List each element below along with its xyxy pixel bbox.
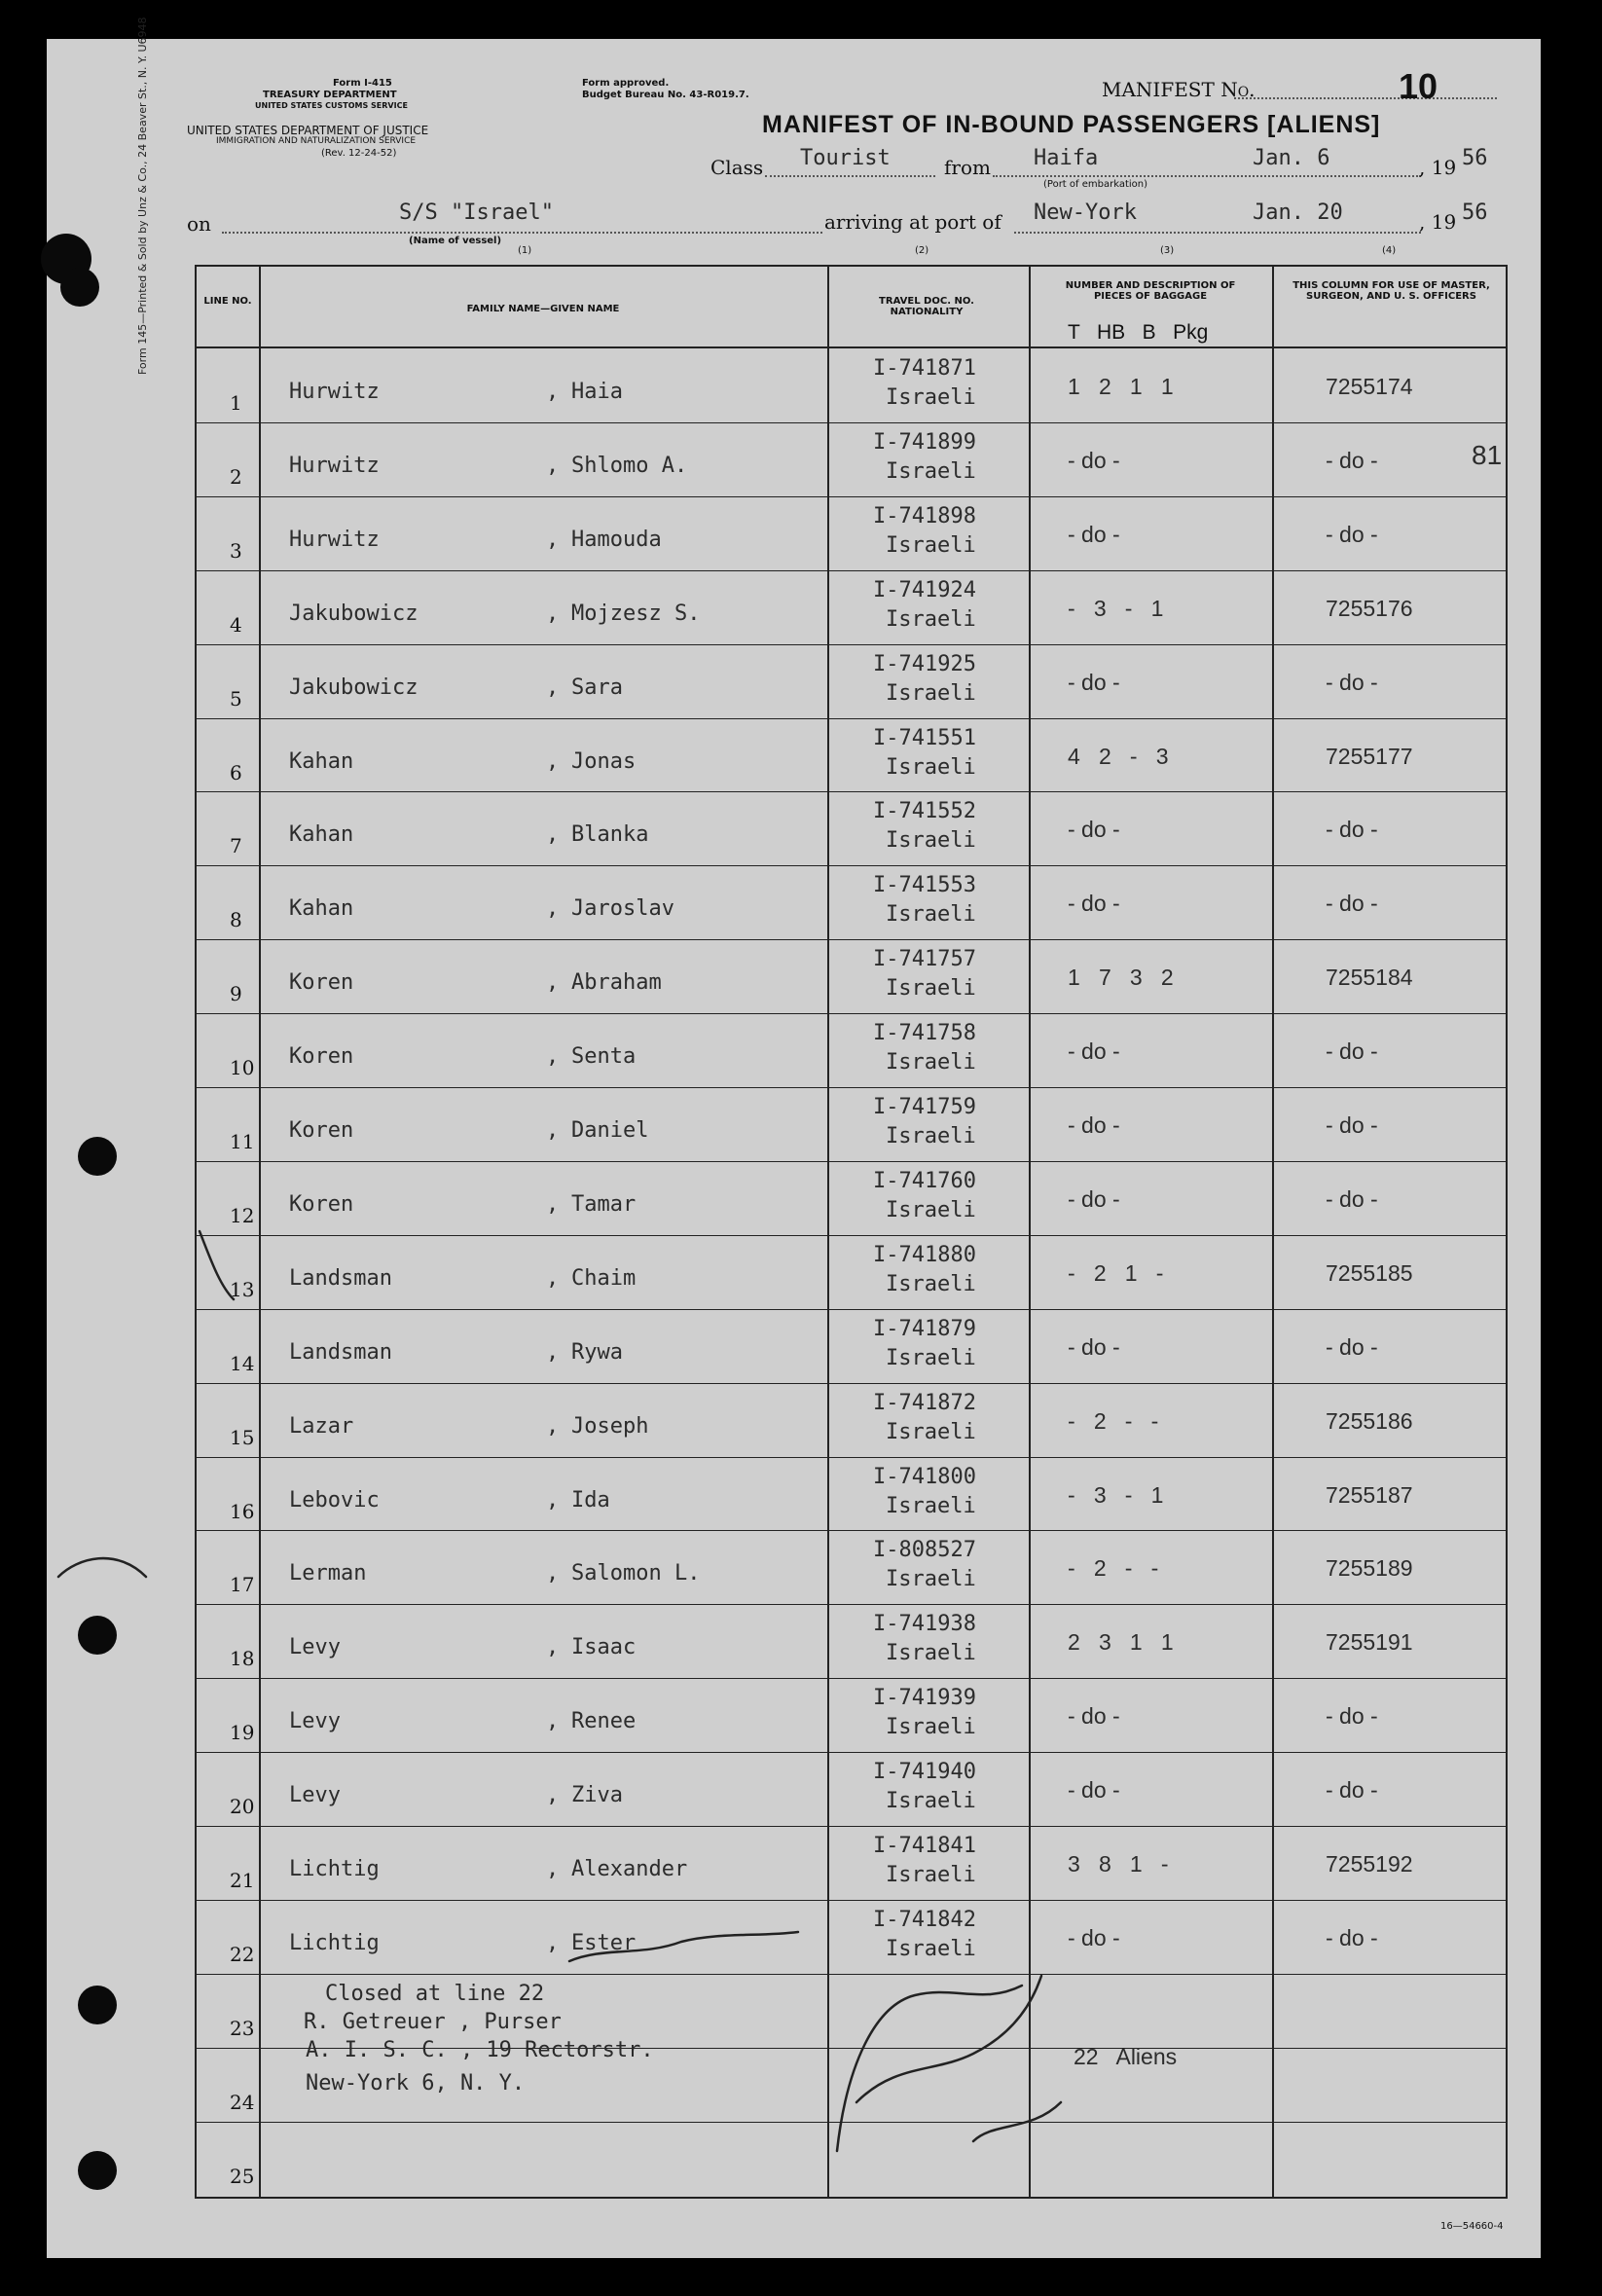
table-row — [197, 2122, 1506, 2196]
row-officer-note: - do - — [1326, 1333, 1378, 1360]
row-name-comma: , — [546, 1044, 560, 1070]
table-row — [197, 1530, 1506, 1604]
row-line-number: 25 — [230, 2164, 255, 2188]
row-name-comma: , — [546, 822, 560, 848]
manifest-no-value: 10 — [1399, 66, 1438, 106]
table-row — [197, 1013, 1506, 1087]
row-given-name: Alexander — [571, 1857, 688, 1881]
row-line-number: 14 — [230, 1351, 255, 1375]
row-divider — [197, 791, 1506, 792]
row-travel-doc: I-741760 — [873, 1168, 976, 1193]
row-name-comma: , — [546, 1930, 560, 1955]
row-nationality: Israeli — [886, 1419, 976, 1444]
row-name-comma: , — [546, 896, 560, 922]
aliens-total: 22 Aliens — [1074, 2044, 1178, 2069]
ins-service: IMMIGRATION AND NATURALIZATION SERVICE — [216, 136, 417, 146]
row-family-name: Lichtig — [289, 1930, 380, 1955]
manifest-title: MANIFEST OF IN-BOUND PASSENGERS [ALIENS] — [762, 111, 1381, 138]
row-nationality: Israeli — [886, 754, 976, 780]
row-divider — [197, 718, 1506, 719]
row-divider — [197, 1383, 1506, 1384]
row-nationality: Israeli — [886, 1197, 976, 1222]
row-line-number: 5 — [230, 686, 242, 711]
row-line-number: 6 — [230, 760, 242, 784]
row-nationality: Israeli — [886, 1936, 976, 1961]
row-nationality: Israeli — [886, 1050, 976, 1075]
row-line-number: 11 — [230, 1130, 255, 1153]
row-given-name: Haia — [571, 380, 623, 404]
row-nationality: Israeli — [886, 1863, 976, 1887]
binder-hole — [78, 1137, 117, 1176]
row-divider — [197, 1087, 1506, 1088]
row-baggage: - do - — [1068, 521, 1120, 547]
row-nationality: Israeli — [886, 1345, 976, 1370]
row-given-name: Hamouda — [571, 527, 662, 552]
row-divider — [197, 1974, 1506, 1975]
row-name-comma: , — [546, 1191, 560, 1217]
row-family-name: Lebovic — [289, 1487, 380, 1512]
row-baggage: - do - — [1068, 1039, 1120, 1065]
table-row — [197, 570, 1506, 644]
class-value: Tourist — [800, 146, 891, 170]
row-name-comma: , — [546, 748, 560, 774]
row-baggage: - do - — [1068, 891, 1120, 917]
row-travel-doc: I-741842 — [873, 1907, 976, 1932]
row-baggage: - 3 - 1 — [1068, 595, 1164, 621]
row-officer-note: 7255184 — [1326, 965, 1413, 991]
row-officer-note: - do - — [1326, 817, 1378, 843]
row-nationality: Israeli — [886, 1124, 976, 1148]
row-name-comma: , — [546, 1561, 560, 1586]
table-row — [197, 1900, 1506, 1974]
row-officer-note: 7255189 — [1326, 1555, 1413, 1582]
row-divider — [197, 1826, 1506, 1827]
row-family-name: Lazar — [289, 1413, 354, 1439]
row-travel-doc: I-741552 — [873, 799, 976, 824]
row-travel-doc: I-741758 — [873, 1021, 976, 1046]
row-travel-doc: I-741553 — [873, 873, 976, 898]
table-row — [197, 718, 1506, 792]
row-officer-note: - do - — [1326, 1703, 1378, 1730]
row-given-name: Ester — [571, 1930, 637, 1955]
row-travel-doc: I-741551 — [873, 725, 976, 750]
row-officer-note: 7255174 — [1326, 374, 1413, 399]
table-row — [197, 791, 1506, 865]
row-divider — [197, 939, 1506, 940]
row-nationality: Israeli — [886, 458, 976, 484]
row-line-number: 9 — [230, 982, 242, 1006]
row-given-name: Ziva — [571, 1783, 623, 1808]
col-header-travel: TRAVEL DOC. NO. NATIONALITY — [879, 296, 974, 317]
row-given-name: Abraham — [571, 970, 662, 996]
row-divider — [197, 1752, 1506, 1753]
row-given-name: Ida — [571, 1487, 610, 1512]
row-given-name: Chaim — [571, 1265, 637, 1291]
table-row — [197, 1087, 1506, 1161]
row-name-comma: , — [546, 970, 560, 996]
row-line-number: 10 — [230, 1056, 255, 1080]
row-line-number: 19 — [230, 1721, 255, 1745]
row-officer-note: 7255176 — [1326, 595, 1413, 621]
row-given-name: Salomon L. — [571, 1561, 701, 1586]
row-line-number: 12 — [230, 1203, 255, 1227]
row-travel-doc: I-741899 — [873, 429, 976, 455]
col-3-number: (3) — [1160, 245, 1175, 256]
row-baggage: - do - — [1068, 447, 1120, 473]
row-divider — [197, 2122, 1506, 2123]
closing-line-1: Closed at line 22 — [325, 1982, 545, 2006]
revision: (Rev. 12-24-52) — [321, 148, 397, 159]
depart-date: Jan. 6 — [1253, 146, 1330, 170]
row-baggage: - do - — [1068, 1112, 1120, 1138]
row-name-comma: , — [546, 1709, 560, 1734]
row-travel-doc: I-741939 — [873, 1686, 976, 1711]
row-baggage: - do - — [1068, 1924, 1120, 1950]
vessel-caption: (Name of vessel) — [409, 236, 502, 246]
on-label: on — [187, 212, 211, 236]
row-nationality: Israeli — [886, 680, 976, 706]
table-row — [197, 1309, 1506, 1383]
table-row — [197, 1604, 1506, 1678]
row-travel-doc: I-741880 — [873, 1242, 976, 1267]
row-baggage: - do - — [1068, 1777, 1120, 1804]
row-divider — [197, 1235, 1506, 1236]
row-travel-doc: I-741925 — [873, 651, 976, 676]
table-row — [197, 496, 1506, 570]
vessel-name: S/S "Israel" — [399, 200, 554, 225]
table-row — [197, 1678, 1506, 1752]
row-divider — [197, 1900, 1506, 1901]
row-baggage: - 2 1 - — [1068, 1259, 1164, 1286]
table-row — [197, 348, 1506, 422]
table-row — [197, 422, 1506, 496]
row-given-name: Blanka — [571, 822, 649, 848]
justice-dept: UNITED STATES DEPARTMENT OF JUSTICE — [187, 124, 429, 137]
row-divider — [197, 1530, 1506, 1531]
row-officer-note: - do - — [1326, 521, 1378, 547]
row-line-number: 24 — [230, 2090, 255, 2114]
customs-service: UNITED STATES CUSTOMS SERVICE — [255, 101, 408, 110]
row-baggage: - 2 - - — [1068, 1555, 1159, 1582]
table-row — [197, 1457, 1506, 1531]
manifest-no-dots — [1234, 97, 1497, 99]
row-family-name: Levy — [289, 1635, 341, 1660]
row-family-name: Landsman — [289, 1265, 392, 1291]
form-approved: Form approved. — [582, 78, 670, 89]
col-header-baggage-sub: T HB B Pkg — [1068, 321, 1209, 344]
col-4-number: (4) — [1382, 245, 1397, 256]
table-row — [197, 1235, 1506, 1309]
printer-side-text: Form 145—Printed & Sold by Unz & Co., 24 Beaver St., N. Y. U6948 — [136, 17, 149, 375]
class-label: Class — [710, 156, 764, 179]
col-header-line: LINE NO. — [203, 296, 252, 307]
closing-line-3: A. I. S. C. , 19 Rectorstr. — [306, 2038, 654, 2062]
row-travel-doc: I-808527 — [873, 1538, 976, 1563]
table-row — [197, 865, 1506, 939]
row-line-number: 23 — [230, 2016, 255, 2040]
row-baggage: 1 7 3 2 — [1068, 965, 1174, 991]
depart-year-prefix: , 19 — [1419, 156, 1457, 179]
row-given-name: Shlomo A. — [571, 453, 688, 478]
vessel-dots — [222, 232, 822, 234]
annotation-81: 81 — [1472, 440, 1503, 470]
row-baggage: - do - — [1068, 1185, 1120, 1212]
row-baggage: - do - — [1068, 669, 1120, 695]
row-divider — [197, 1013, 1506, 1014]
table-row — [197, 1826, 1506, 1900]
col-1-number: (1) — [518, 245, 532, 256]
row-officer-note: 7255191 — [1326, 1629, 1413, 1656]
binder-hole — [60, 268, 99, 307]
row-travel-doc: I-741841 — [873, 1834, 976, 1858]
row-nationality: Israeli — [886, 1271, 976, 1296]
treasury-dept: TREASURY DEPARTMENT — [263, 90, 397, 100]
passenger-table — [195, 265, 1508, 2199]
budget-bureau: Budget Bureau No. 43-R019.7. — [582, 90, 749, 100]
arriving-label: arriving at port of — [824, 210, 1001, 234]
row-name-comma: , — [546, 1265, 560, 1291]
row-given-name: Jonas — [571, 748, 637, 774]
row-divider — [197, 1678, 1506, 1679]
table-row — [197, 1161, 1506, 1235]
row-officer-note: - do - — [1326, 1777, 1378, 1804]
row-name-comma: , — [546, 1783, 560, 1808]
row-travel-doc: I-741871 — [873, 356, 976, 381]
row-family-name: Jakubowicz — [289, 674, 419, 700]
row-line-number: 2 — [230, 464, 242, 489]
row-officer-note: - do - — [1326, 1112, 1378, 1138]
row-given-name: Jaroslav — [571, 896, 674, 922]
row-name-comma: , — [546, 1487, 560, 1512]
from-label: from — [944, 156, 991, 179]
row-line-number: 20 — [230, 1795, 255, 1819]
row-travel-doc: I-741800 — [873, 1464, 976, 1489]
row-line-number: 22 — [230, 1942, 255, 1966]
row-line-number: 3 — [230, 538, 242, 563]
row-baggage: - 2 - - — [1068, 1407, 1159, 1434]
row-officer-note: - do - — [1326, 1185, 1378, 1212]
row-baggage: - do - — [1068, 817, 1120, 843]
row-name-comma: , — [546, 1118, 560, 1143]
row-given-name: Joseph — [571, 1413, 649, 1439]
form-number: Form I-415 — [333, 78, 392, 89]
col-header-baggage: NUMBER AND DESCRIPTION OF PIECES OF BAGGAGE — [1065, 280, 1236, 302]
row-travel-doc: I-741924 — [873, 577, 976, 602]
row-nationality: Israeli — [886, 828, 976, 854]
row-line-number: 21 — [230, 1869, 255, 1892]
row-divider — [197, 422, 1506, 423]
row-name-comma: , — [546, 674, 560, 700]
row-given-name: Daniel — [571, 1118, 649, 1143]
row-travel-doc: I-741940 — [873, 1760, 976, 1785]
row-divider — [197, 865, 1506, 866]
row-nationality: Israeli — [886, 385, 976, 410]
arrival-year-prefix: , 19 — [1419, 210, 1457, 234]
row-nationality: Israeli — [886, 1641, 976, 1666]
row-officer-note: - do - — [1326, 1039, 1378, 1065]
row-baggage: - 3 - 1 — [1068, 1481, 1164, 1508]
row-officer-note: - do - — [1326, 891, 1378, 917]
row-officer-note: - do - — [1326, 669, 1378, 695]
row-family-name: Jakubowicz — [289, 601, 419, 626]
row-travel-doc: I-741759 — [873, 1095, 976, 1119]
row-officer-note: 7255192 — [1326, 1851, 1413, 1877]
arrival-year: 56 — [1462, 200, 1488, 225]
row-divider — [197, 1457, 1506, 1458]
row-family-name: Lichtig — [289, 1857, 380, 1881]
depart-year: 56 — [1462, 146, 1488, 170]
row-officer-note: 7255185 — [1326, 1259, 1413, 1286]
row-travel-doc: I-741872 — [873, 1390, 976, 1415]
from-dots — [993, 175, 1421, 177]
binder-hole — [78, 2151, 117, 2190]
row-baggage: 2 3 1 1 — [1068, 1629, 1174, 1656]
row-baggage: 1 2 1 1 — [1068, 374, 1174, 399]
row-baggage: 3 8 1 - — [1068, 1851, 1169, 1877]
row-nationality: Israeli — [886, 1493, 976, 1518]
manifest-no-label: MANIFEST No. — [1102, 78, 1256, 101]
table-row — [197, 1752, 1506, 1826]
row-nationality: Israeli — [886, 532, 976, 558]
binder-hole — [78, 1616, 117, 1655]
row-line-number: 17 — [230, 1573, 255, 1597]
from-value: Haifa — [1034, 146, 1099, 170]
row-travel-doc: I-741938 — [873, 1612, 976, 1637]
row-travel-doc: I-741757 — [873, 947, 976, 972]
row-given-name: Tamar — [571, 1191, 637, 1217]
closing-line-2: R. Getreuer , Purser — [304, 2010, 562, 2034]
row-travel-doc: I-741898 — [873, 503, 976, 528]
row-divider — [197, 570, 1506, 571]
row-baggage: - do - — [1068, 1703, 1120, 1730]
table-row — [197, 939, 1506, 1013]
row-name-comma: , — [546, 380, 560, 404]
row-given-name: Rywa — [571, 1339, 623, 1365]
row-nationality: Israeli — [886, 1789, 976, 1814]
row-nationality: Israeli — [886, 606, 976, 632]
row-family-name: Kahan — [289, 896, 354, 922]
row-name-comma: , — [546, 527, 560, 552]
row-family-name: Koren — [289, 1118, 354, 1143]
row-family-name: Koren — [289, 1044, 354, 1070]
row-given-name: Senta — [571, 1044, 637, 1070]
row-family-name: Kahan — [289, 822, 354, 848]
col-header-officers: THIS COLUMN FOR USE OF MASTER, SURGEON, AND U. S. OFFICERS — [1293, 280, 1490, 302]
row-divider — [197, 1604, 1506, 1605]
row-divider — [197, 644, 1506, 645]
row-nationality: Israeli — [886, 1567, 976, 1592]
col-header-name: FAMILY NAME—GIVEN NAME — [466, 304, 620, 314]
row-line-number: 13 — [230, 1277, 255, 1301]
row-officer-note: 7255177 — [1326, 743, 1413, 769]
row-officer-note: - do - — [1326, 1924, 1378, 1950]
row-family-name: Hurwitz — [289, 380, 380, 404]
row-divider — [197, 496, 1506, 497]
row-family-name: Hurwitz — [289, 453, 380, 478]
row-line-number: 4 — [230, 612, 242, 637]
row-line-number: 16 — [230, 1499, 255, 1523]
row-name-comma: , — [546, 1339, 560, 1365]
row-officer-note: 7255186 — [1326, 1407, 1413, 1434]
row-given-name: Sara — [571, 674, 623, 700]
row-baggage: - do - — [1068, 1333, 1120, 1360]
row-family-name: Levy — [289, 1709, 341, 1734]
row-family-name: Lerman — [289, 1561, 367, 1586]
row-nationality: Israeli — [886, 1715, 976, 1740]
col-2-number: (2) — [915, 245, 929, 256]
row-nationality: Israeli — [886, 976, 976, 1002]
row-line-number: 7 — [230, 834, 242, 858]
row-travel-doc: I-741879 — [873, 1316, 976, 1341]
row-family-name: Kahan — [289, 748, 354, 774]
footer-code: 16—54660-4 — [1440, 2221, 1504, 2232]
row-baggage: 4 2 - 3 — [1068, 743, 1169, 769]
row-given-name: Mojzesz S. — [571, 601, 701, 626]
row-line-number: 15 — [230, 1425, 255, 1449]
row-family-name: Hurwitz — [289, 527, 380, 552]
row-name-comma: , — [546, 1413, 560, 1439]
row-family-name: Koren — [289, 1191, 354, 1217]
row-name-comma: , — [546, 601, 560, 626]
row-name-comma: , — [546, 1635, 560, 1660]
binder-hole — [78, 1986, 117, 2024]
table-row — [197, 644, 1506, 718]
arrival-date: Jan. 20 — [1253, 200, 1343, 225]
row-line-number: 1 — [230, 391, 242, 415]
row-officer-note: - do - — [1326, 447, 1378, 473]
row-divider — [197, 1309, 1506, 1310]
row-name-comma: , — [546, 453, 560, 478]
row-divider — [197, 1161, 1506, 1162]
row-given-name: Isaac — [571, 1635, 637, 1660]
row-name-comma: , — [546, 1857, 560, 1881]
table-row — [197, 1383, 1506, 1457]
row-nationality: Israeli — [886, 902, 976, 928]
from-caption: (Port of embarkation) — [1043, 179, 1148, 190]
class-dots — [765, 175, 935, 177]
arrival-dots — [1014, 232, 1421, 234]
row-line-number: 18 — [230, 1647, 255, 1671]
closing-line-4: New-York 6, N. Y. — [306, 2071, 526, 2096]
row-family-name: Levy — [289, 1783, 341, 1808]
row-given-name: Renee — [571, 1709, 637, 1734]
row-family-name: Koren — [289, 970, 354, 996]
row-officer-note: 7255187 — [1326, 1481, 1413, 1508]
arrival-port: New-York — [1034, 200, 1137, 225]
row-family-name: Landsman — [289, 1339, 392, 1365]
row-line-number: 8 — [230, 908, 242, 932]
